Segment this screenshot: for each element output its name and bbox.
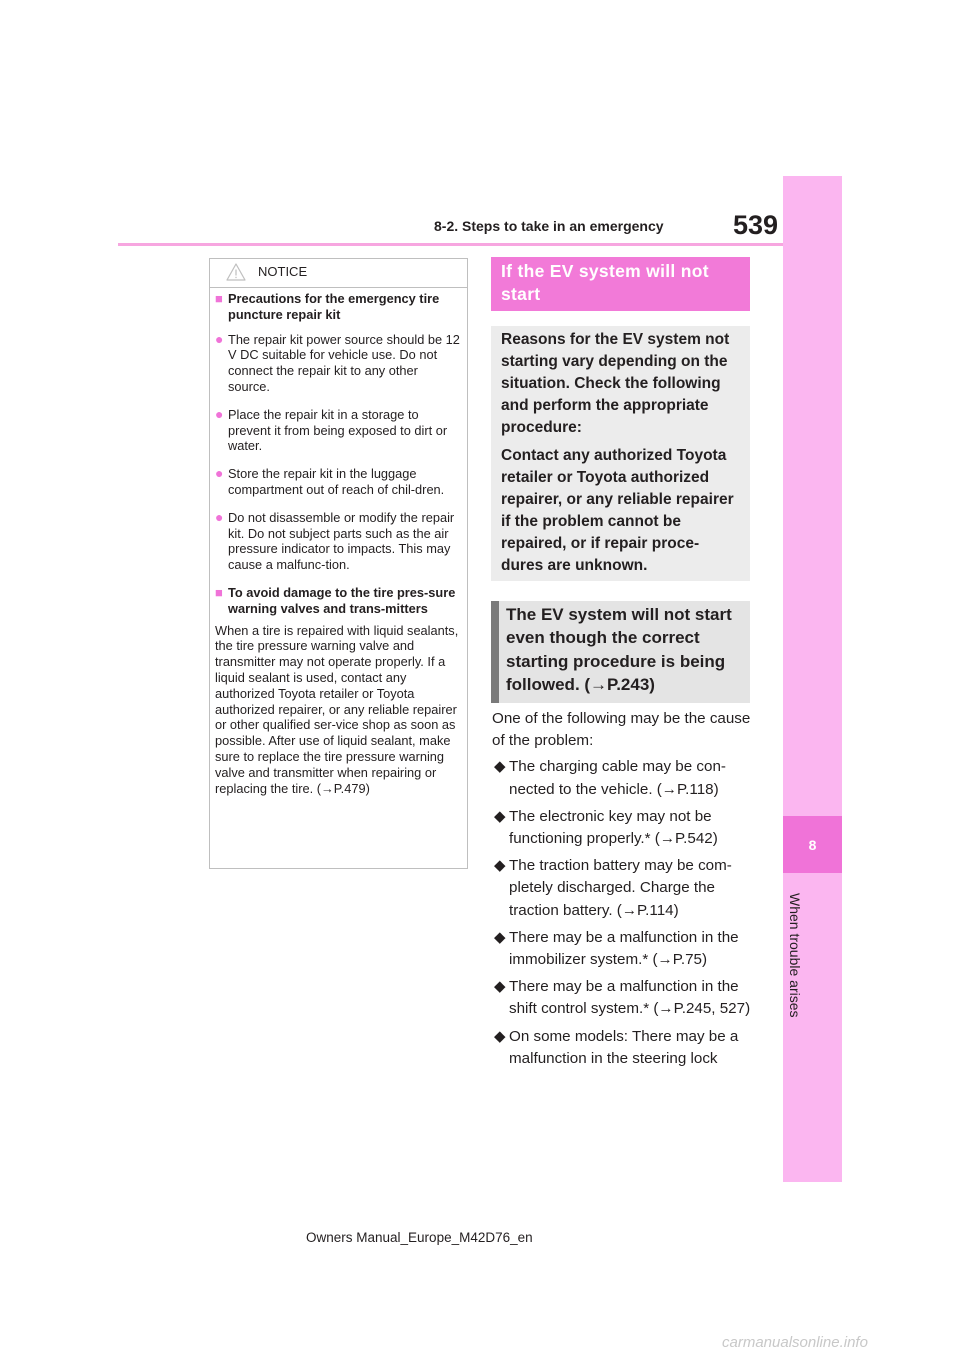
notice-bullet: ● Store the repair kit in the luggage compartment out of reach of chil-dren. [215,465,445,497]
circle-bullet-icon: ● [215,465,224,482]
watermark: carmanualsonline.info [722,1334,868,1351]
warning-triangle-icon [226,262,246,282]
causes-list [492,708,754,1075]
diamond-bullet-icon: ◆ [494,807,506,825]
header-rule [118,243,783,246]
diamond-bullet-icon: ◆ [494,857,506,875]
notice-heading: ■ Precautions for the emergency tire puncture repair kit [215,291,440,322]
list-item: ◆ There may be a malfunction in the immobilizer system.* (→P.75) [494,928,739,969]
section-title: 8-2. Steps to take in an emergency [434,218,664,234]
chapter-number: 8 [783,816,842,873]
list-item: ◆ The charging cable may be con-nected to the vehicle. (→P.118) [494,758,726,798]
list-item: ◆ On some models: There may be a malfunction in the steering lock [494,1027,739,1067]
square-bullet-icon: ■ [215,584,223,600]
circle-bullet-icon: ● [215,405,224,422]
chapter-label [779,893,809,1018]
list-item: ◆ The electronic key may not be functioning properly.* (→P.542) [494,807,718,848]
notice-heading: ■ To avoid damage to the tire pres-sure warning valves and trans-mitters [215,584,456,616]
chapter-label-text: When trouble arises [787,893,803,1018]
notice-bullet: ● Do not disassemble or modify the repair kit. Do not subject parts such as the air pressure indicator to impacts. This may cause a malfunc-tion. [215,508,455,573]
section-heading: If the EV system will not start [491,257,750,311]
notice-title: NOTICE [258,264,308,279]
intro-box [491,326,750,581]
page-number: 539 [733,210,779,240]
circle-bullet-icon: ● [215,508,224,525]
chapter-side-tab [783,176,842,1182]
notice-paragraph: When a tire is repaired with liquid sealants, the tire pressure warning valve and transmitter may not operate properly. If a liquid sealant is used, contact any authorized Toyota retailer or Toyota authorized repairer, or any reliable repairer or other qualified ser-vice shop as soon as possible. After use of liquid sealant, make sure to replace the tire pressure warning valve and transmitter when repairing or replacing the tire. (→P.479) [215,622,459,796]
notice-header [209,258,468,288]
notice-bullet: ● Place the repair kit in a storage to prevent it from being exposed to dirt or water. [215,405,448,454]
list-item: ◆ There may be a malfunction in the shift control system.* (→P.245, 527) [494,978,751,1018]
intro-paragraph: Contact any authorized Toyota retailer or Toyota authorized repairer, or any reliable repairer if the problem cannot be repaired, or if repair proce-dures are unknown. [501,447,734,574]
circle-bullet-icon: ● [215,330,224,347]
diamond-bullet-icon: ◆ [494,758,506,776]
list-item: ◆ The traction battery may be com-pletely discharged. Charge the traction battery. (→P.114) [494,857,732,919]
causes-lead: One of the following may be the cause of the problem: [492,710,751,750]
diamond-bullet-icon: ◆ [494,1027,506,1045]
intro-paragraph: Reasons for the EV system not starting vary depending on the situation. Check the following and perform the appropriate procedure: [501,331,730,436]
notice-bullet: ● The repair kit power source should be 12 V DC suitable for vehicle use. Do not connect the repair kit to any other source. [215,330,460,394]
subheading-box: The EV system will not start even though the correct starting procedure is being followed. (→P.243) [491,601,750,703]
notice-body [215,291,463,796]
manual-id: Owners Manual_Europe_M42D76_en [306,1230,533,1245]
square-bullet-icon: ■ [215,291,223,306]
diamond-bullet-icon: ◆ [494,928,506,946]
diamond-bullet-icon: ◆ [494,978,506,996]
subheading-accent-bar [491,601,499,703]
